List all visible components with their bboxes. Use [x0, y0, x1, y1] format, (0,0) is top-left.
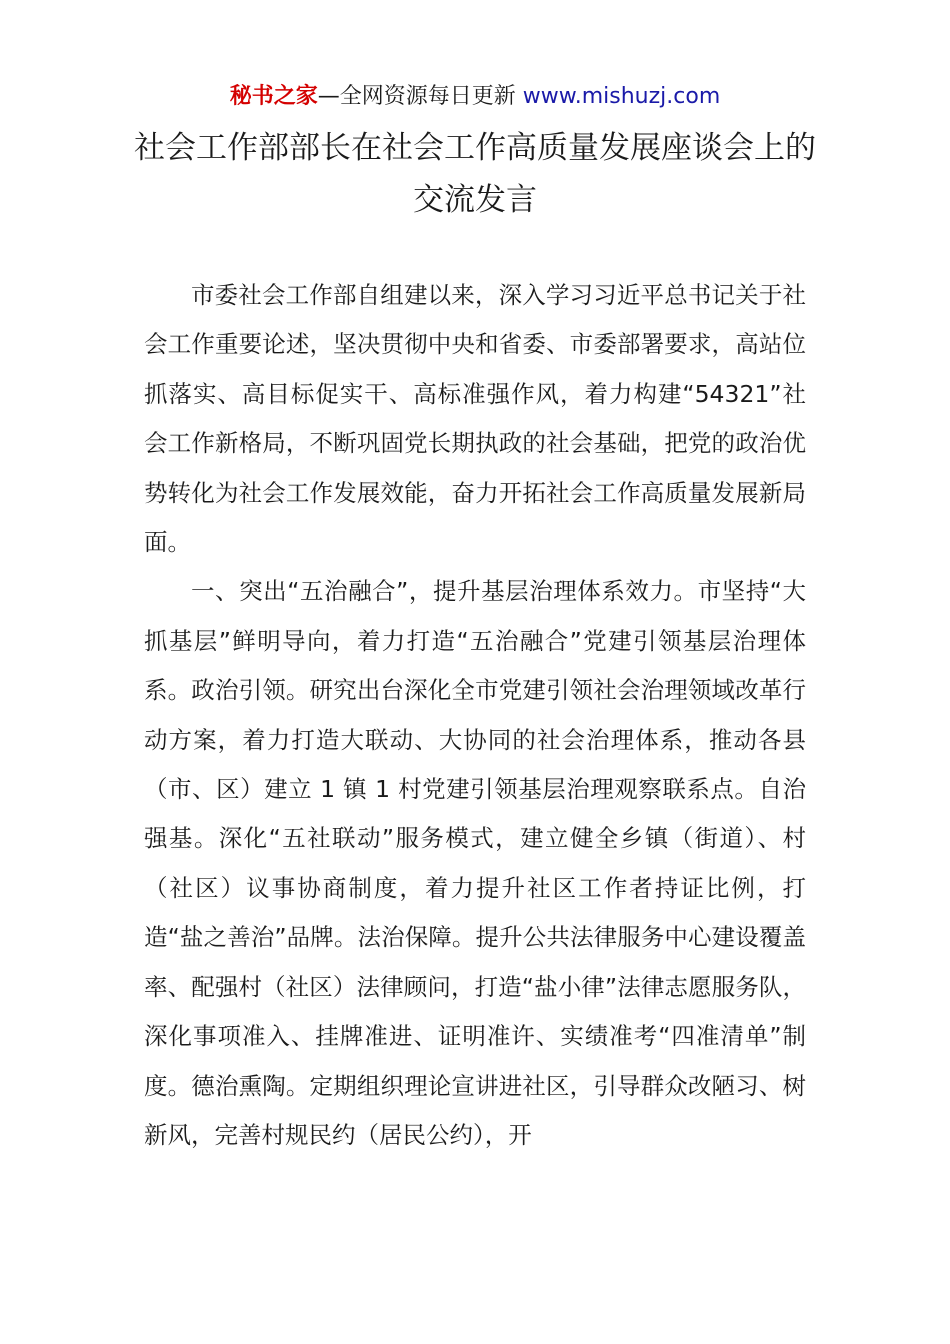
header-separator: — [317, 84, 340, 109]
site-brand[interactable]: 秘书之家 [229, 84, 318, 109]
document-title: 社会工作部部长在社会工作高质量发展座谈会上的交流发言 [134, 130, 816, 218]
site-tagline: 全网资源每日更新 [339, 84, 516, 109]
intro-paragraph: 市委社会工作部自组建以来，深入学习习近平总书记关于社会工作重要论述，坚决贯彻中央和省委、市委部署要求，高站位抓落实、高目标促实干、高标准强作风，着力构建“54321”社会工作新格局，不断巩固党长期执政的社会基础，把党的政治优势转化为社会工作发展效能，奋力开拓社会工作高质量发展新局面。 [144, 281, 806, 557]
site-url-link[interactable]: www.mishuzj.com [522, 84, 721, 109]
section-one-paragraph: 一、突出“五治融合”，提升基层治理体系效力。市坚持“大抓基层”鲜明导向，着力打造“五治融合”党建引领基层治理体系。政治引领。研究出台深化全市党建引领社会治理领域改革行动方案，着力打造大联动、大协同的社会治理体系，推动各县（市、区）建立 1 镇 1 村党建引领基层治理观察联系点。自治强基。深化“五社联动”服务模式，建立健全乡镇（街道）、村（社区）议事协商制度，着力提升社区工作者持证比例，打造“盐之善治”品牌。法治保障。提升公共法律服务中心建设覆盖率、配强村（社区）法律顾问，打造“盐小律”法律志愿服务队，深化事项准入、挂牌准进、证明准许、实绩准考“四准清单”制度。德治熏陶。定期组织理论宣讲进社区，引导群众改陋习、树新风，完善村规民约（居民公约），开 [144, 577, 806, 1149]
site-header [0, 82, 950, 112]
document-body [144, 271, 806, 1160]
